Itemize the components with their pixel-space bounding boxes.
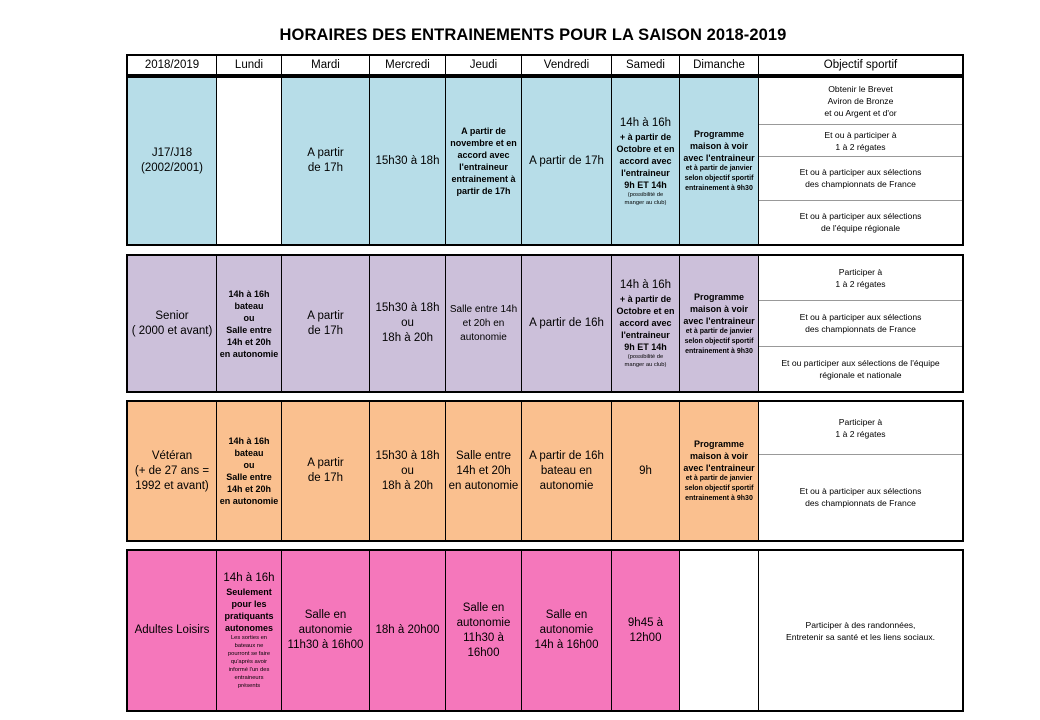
loisirs-jeudi: Salle en autonomie 11h30 à 16h00 — [446, 551, 522, 710]
senior-samedi-main: 14h à 16h — [619, 279, 672, 291]
senior-objectif-2: Et ou à participer aux sélections des championnats de France — [759, 301, 962, 346]
j17-dimanche-main: Programme maison à voir avec l'entraineur — [683, 129, 755, 163]
j17-objectif-4: Et ou à participer aux sélections de l'équipe régionale — [799, 211, 922, 234]
j17-objectif-2: Et ou à participer à 1 à 2 régates — [759, 125, 962, 157]
header-samedi: Samedi — [612, 56, 680, 74]
senior-samedi-bold: + à partir de Octobre et en accord avec l'entraineur 9h ET 14h — [616, 294, 675, 352]
header-row — [126, 54, 964, 76]
senior-mercredi: 15h30 à 18h ou 18h à 20h — [370, 256, 446, 391]
veteran-mercredi: 15h30 à 18h ou 18h à 20h — [370, 402, 446, 540]
veteran-vendredi: A partir de 16h bateau en autonomie — [522, 402, 612, 540]
header-mardi: Mardi — [282, 56, 370, 74]
header-objectif: Objectif sportif — [823, 58, 898, 71]
row-loisirs — [126, 549, 964, 712]
senior-objectifs — [759, 256, 962, 391]
row-j17 — [126, 76, 964, 246]
veteran-dimanche — [680, 402, 759, 540]
header-lundi: Lundi — [217, 56, 282, 74]
group-senior: Senior ( 2000 et avant) — [128, 256, 217, 391]
j17-vendredi: A partir de 17h — [522, 78, 612, 244]
j17-dimanche-small: et à partir de janvier selon objectif sportif entrainement à 9h30 — [684, 165, 754, 192]
loisirs-objectif: Participer à des randonnées, Entretenir sa santé et les liens sociaux. — [759, 551, 962, 710]
loisirs-lundi-bold: Seulement pour les pratiquants autonomes — [224, 587, 274, 633]
header-vendredi: Vendredi — [522, 56, 612, 74]
j17-objectif-3: Et ou à participer aux sélections des championnats de France — [759, 157, 962, 201]
senior-samedi — [612, 256, 680, 391]
veteran-mardi: A partir de 17h — [282, 402, 370, 540]
veteran-samedi: 9h — [612, 402, 680, 540]
group-loisirs: Adultes Loisirs — [128, 551, 217, 710]
senior-samedi-note: (possibilité de manger au club) — [624, 354, 667, 368]
loisirs-lundi-main: 14h à 16h — [223, 572, 275, 584]
loisirs-vendredi: Salle en autonomie 14h à 16h00 — [522, 551, 612, 710]
header-mercredi: Mercredi — [370, 56, 446, 74]
header-season: 2018/2019 — [128, 56, 217, 74]
loisirs-mardi: Salle en autonomie 11h30 à 16h00 — [282, 551, 370, 710]
j17-jeudi: A partir de novembre et en accord avec l'entraineur entrainement à partir de 17h — [446, 78, 522, 244]
loisirs-lundi — [217, 551, 282, 710]
senior-objectif-1: Participer à 1 à 2 régates — [759, 256, 962, 301]
veteran-dimanche-main: Programme maison à voir avec l'entraineur — [683, 439, 755, 473]
page-title: HORAIRES DES ENTRAINEMENTS POUR LA SAISON 2018-2019 — [279, 26, 787, 44]
senior-mardi: A partir de 17h — [282, 256, 370, 391]
j17-samedi — [612, 78, 680, 244]
loisirs-samedi: 9h45 à 12h00 — [612, 551, 680, 710]
senior-objectif-3: Et ou participer aux sélections de l'équipe régionale et nationale — [781, 357, 940, 380]
senior-jeudi: Salle entre 14h et 20h en autonomie — [446, 256, 522, 391]
senior-lundi: 14h à 16h bateau ou Salle entre 14h et 20h en autonomie — [217, 256, 282, 391]
senior-dimanche-small: et à partir de janvier selon objectif sportif entrainement à 9h30 — [684, 327, 754, 355]
veteran-dimanche-small: et à partir de janvier selon objectif sportif entrainement à 9h30 — [684, 475, 754, 502]
header-jeudi: Jeudi — [446, 56, 522, 74]
j17-samedi-bold: + à partir de Octobre et en accord avec l'entraineur 9h ET 14h — [616, 131, 675, 190]
j17-dimanche — [680, 78, 759, 244]
senior-dimanche — [680, 256, 759, 391]
j17-samedi-note: (possibilité de manger au club) — [624, 191, 667, 206]
loisirs-dimanche — [680, 551, 759, 710]
j17-mardi: A partir de 17h — [282, 78, 370, 244]
veteran-objectif-1: Participer à 1 à 2 régates — [759, 402, 962, 455]
veteran-objectifs — [759, 402, 962, 540]
loisirs-lundi-note: Les sorties en bateaux ne pourront se faire qu'après avoir informé l'un des entraineurs présents — [227, 635, 271, 689]
loisirs-mercredi: 18h à 20h00 — [370, 551, 446, 710]
header-dimanche: Dimanche — [680, 56, 759, 74]
senior-vendredi: A partir de 16h — [522, 256, 612, 391]
j17-samedi-main: 14h à 16h — [619, 116, 672, 129]
j17-lundi — [217, 78, 282, 244]
group-veteran: Vétéran (+ de 27 ans = 1992 et avant) — [128, 402, 217, 540]
veteran-jeudi: Salle entre 14h et 20h en autonomie — [446, 402, 522, 540]
veteran-objectif-2: Et ou à participer aux sélections des championnats de France — [799, 486, 922, 509]
j17-objectifs — [759, 78, 962, 244]
row-senior — [126, 254, 964, 393]
j17-mercredi: 15h30 à 18h — [370, 78, 446, 244]
j17-objectif-1: Obtenir le Brevet Aviron de Bronze et ou Argent et d'or — [759, 78, 962, 125]
group-j17: J17/J18 (2002/2001) — [128, 78, 217, 244]
senior-dimanche-main: Programme maison à voir avec l'entraineur — [683, 291, 755, 326]
row-veteran — [126, 400, 964, 542]
veteran-lundi: 14h à 16h bateau ou Salle entre 14h et 20h en autonomie — [217, 402, 282, 540]
